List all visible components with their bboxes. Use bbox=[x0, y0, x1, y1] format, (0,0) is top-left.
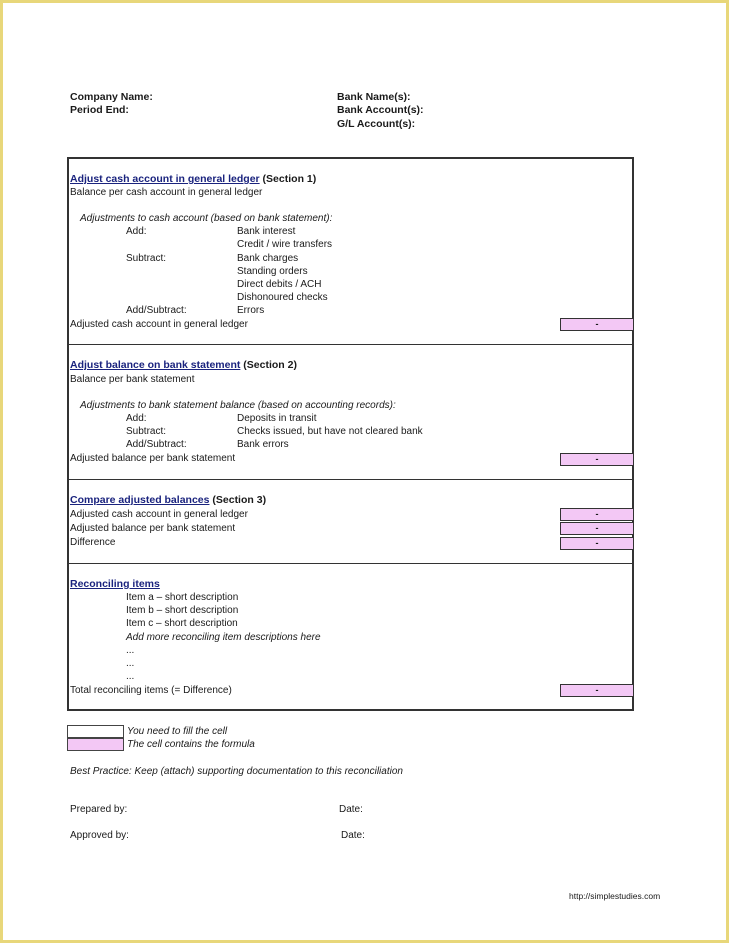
section4-total-cell[interactable]: - bbox=[560, 684, 634, 697]
section4-heading bbox=[70, 578, 160, 590]
adjustment-item: Bank interest bbox=[237, 226, 296, 237]
compare-row-label: Adjusted cash account in general ledger bbox=[70, 509, 248, 520]
section1-add-label: Add: bbox=[126, 226, 147, 237]
adjustment-item: Bank charges bbox=[237, 253, 299, 264]
gl-accounts-label: G/L Account(s): bbox=[337, 118, 416, 130]
legend-fill-swatch bbox=[67, 725, 124, 738]
reconciling-item: Item b – short description bbox=[126, 605, 239, 616]
section1-tag: (Section 1) bbox=[259, 173, 317, 185]
compare-row-label: Difference bbox=[70, 537, 116, 548]
footer-url: http://simplestudies.com bbox=[569, 891, 661, 901]
compare-row-cell[interactable]: - bbox=[560, 508, 634, 521]
section2-total-cell[interactable]: - bbox=[560, 453, 634, 466]
compare-row-cell[interactable]: - bbox=[560, 522, 634, 535]
section3-title: Compare adjusted balances bbox=[70, 494, 210, 506]
adjustment-item: Credit / wire transfers bbox=[237, 239, 333, 250]
bank-accounts-label: Bank Account(s): bbox=[337, 104, 424, 116]
period-end-label: Period End: bbox=[70, 104, 129, 116]
legend-formula-text: The cell contains the formula bbox=[127, 739, 255, 750]
section1-balance: Balance per cash account in general ledger bbox=[70, 187, 263, 198]
section3-tag: (Section 3) bbox=[209, 494, 267, 506]
compare-row-cell[interactable]: - bbox=[560, 537, 634, 550]
section4-title: Reconciling items bbox=[70, 578, 160, 590]
section1-total-label: Adjusted cash account in general ledger bbox=[70, 319, 248, 330]
reconciling-ellipsis: ... bbox=[126, 658, 135, 669]
section2-total-label: Adjusted balance per bank statement bbox=[70, 453, 236, 464]
adjustment-item: Direct debits / ACH bbox=[237, 279, 322, 290]
section3-heading bbox=[70, 494, 266, 506]
section2-subtract-label: Subtract: bbox=[126, 426, 167, 437]
section1-addsub-label: Add/Subtract: bbox=[126, 305, 187, 316]
section-divider bbox=[67, 479, 634, 480]
company-name-label: Company Name: bbox=[70, 91, 153, 103]
bank-names-label: Bank Name(s): bbox=[337, 91, 411, 103]
section1-title: Adjust cash account in general ledger bbox=[70, 173, 260, 185]
prepared-by-label: Prepared by: bbox=[70, 804, 128, 815]
section2-adjustments: Adjustments to bank statement balance (based on accounting records): bbox=[80, 400, 396, 411]
reconciling-item: Item a – short description bbox=[126, 592, 239, 603]
section2-tag: (Section 2) bbox=[240, 359, 297, 371]
reconciling-more: Add more reconciling item descriptions here bbox=[126, 632, 321, 643]
section-divider bbox=[67, 344, 634, 345]
section2-add-label: Add: bbox=[126, 413, 147, 424]
prepared-date-label: Date: bbox=[339, 804, 363, 815]
adjustment-item: Dishonoured checks bbox=[237, 292, 328, 303]
section2-title: Adjust balance on bank statement bbox=[70, 359, 241, 371]
adjustment-item: Bank errors bbox=[237, 439, 289, 450]
compare-row-label: Adjusted balance per bank statement bbox=[70, 523, 236, 534]
section2-heading bbox=[70, 359, 297, 371]
adjustment-item: Deposits in transit bbox=[237, 413, 317, 424]
approved-by-label: Approved by: bbox=[70, 830, 129, 841]
section4-total-label: Total reconciling items (= Difference) bbox=[70, 685, 232, 696]
section1-heading bbox=[70, 173, 316, 185]
section2-balance: Balance per bank statement bbox=[70, 374, 195, 385]
legend-fill-text: You need to fill the cell bbox=[127, 726, 228, 737]
section2-addsub-label: Add/Subtract: bbox=[126, 439, 187, 450]
approved-date-label: Date: bbox=[341, 830, 365, 841]
adjustment-item: Standing orders bbox=[237, 266, 308, 277]
best-practice-note: Best Practice: Keep (attach) supporting documentation to this reconciliation bbox=[70, 766, 403, 777]
adjustment-item: Errors bbox=[237, 305, 265, 316]
section1-total-cell[interactable]: - bbox=[560, 318, 634, 331]
section1-subtract-label: Subtract: bbox=[126, 253, 167, 264]
legend-formula-swatch bbox=[67, 738, 124, 751]
section-divider bbox=[67, 563, 634, 564]
reconciling-ellipsis: ... bbox=[126, 645, 135, 656]
adjustment-item: Checks issued, but have not cleared bank bbox=[237, 426, 423, 437]
reconciling-ellipsis: ... bbox=[126, 671, 135, 682]
section1-adjustments: Adjustments to cash account (based on bank statement): bbox=[80, 213, 333, 224]
reconciling-item: Item c – short description bbox=[126, 618, 238, 629]
